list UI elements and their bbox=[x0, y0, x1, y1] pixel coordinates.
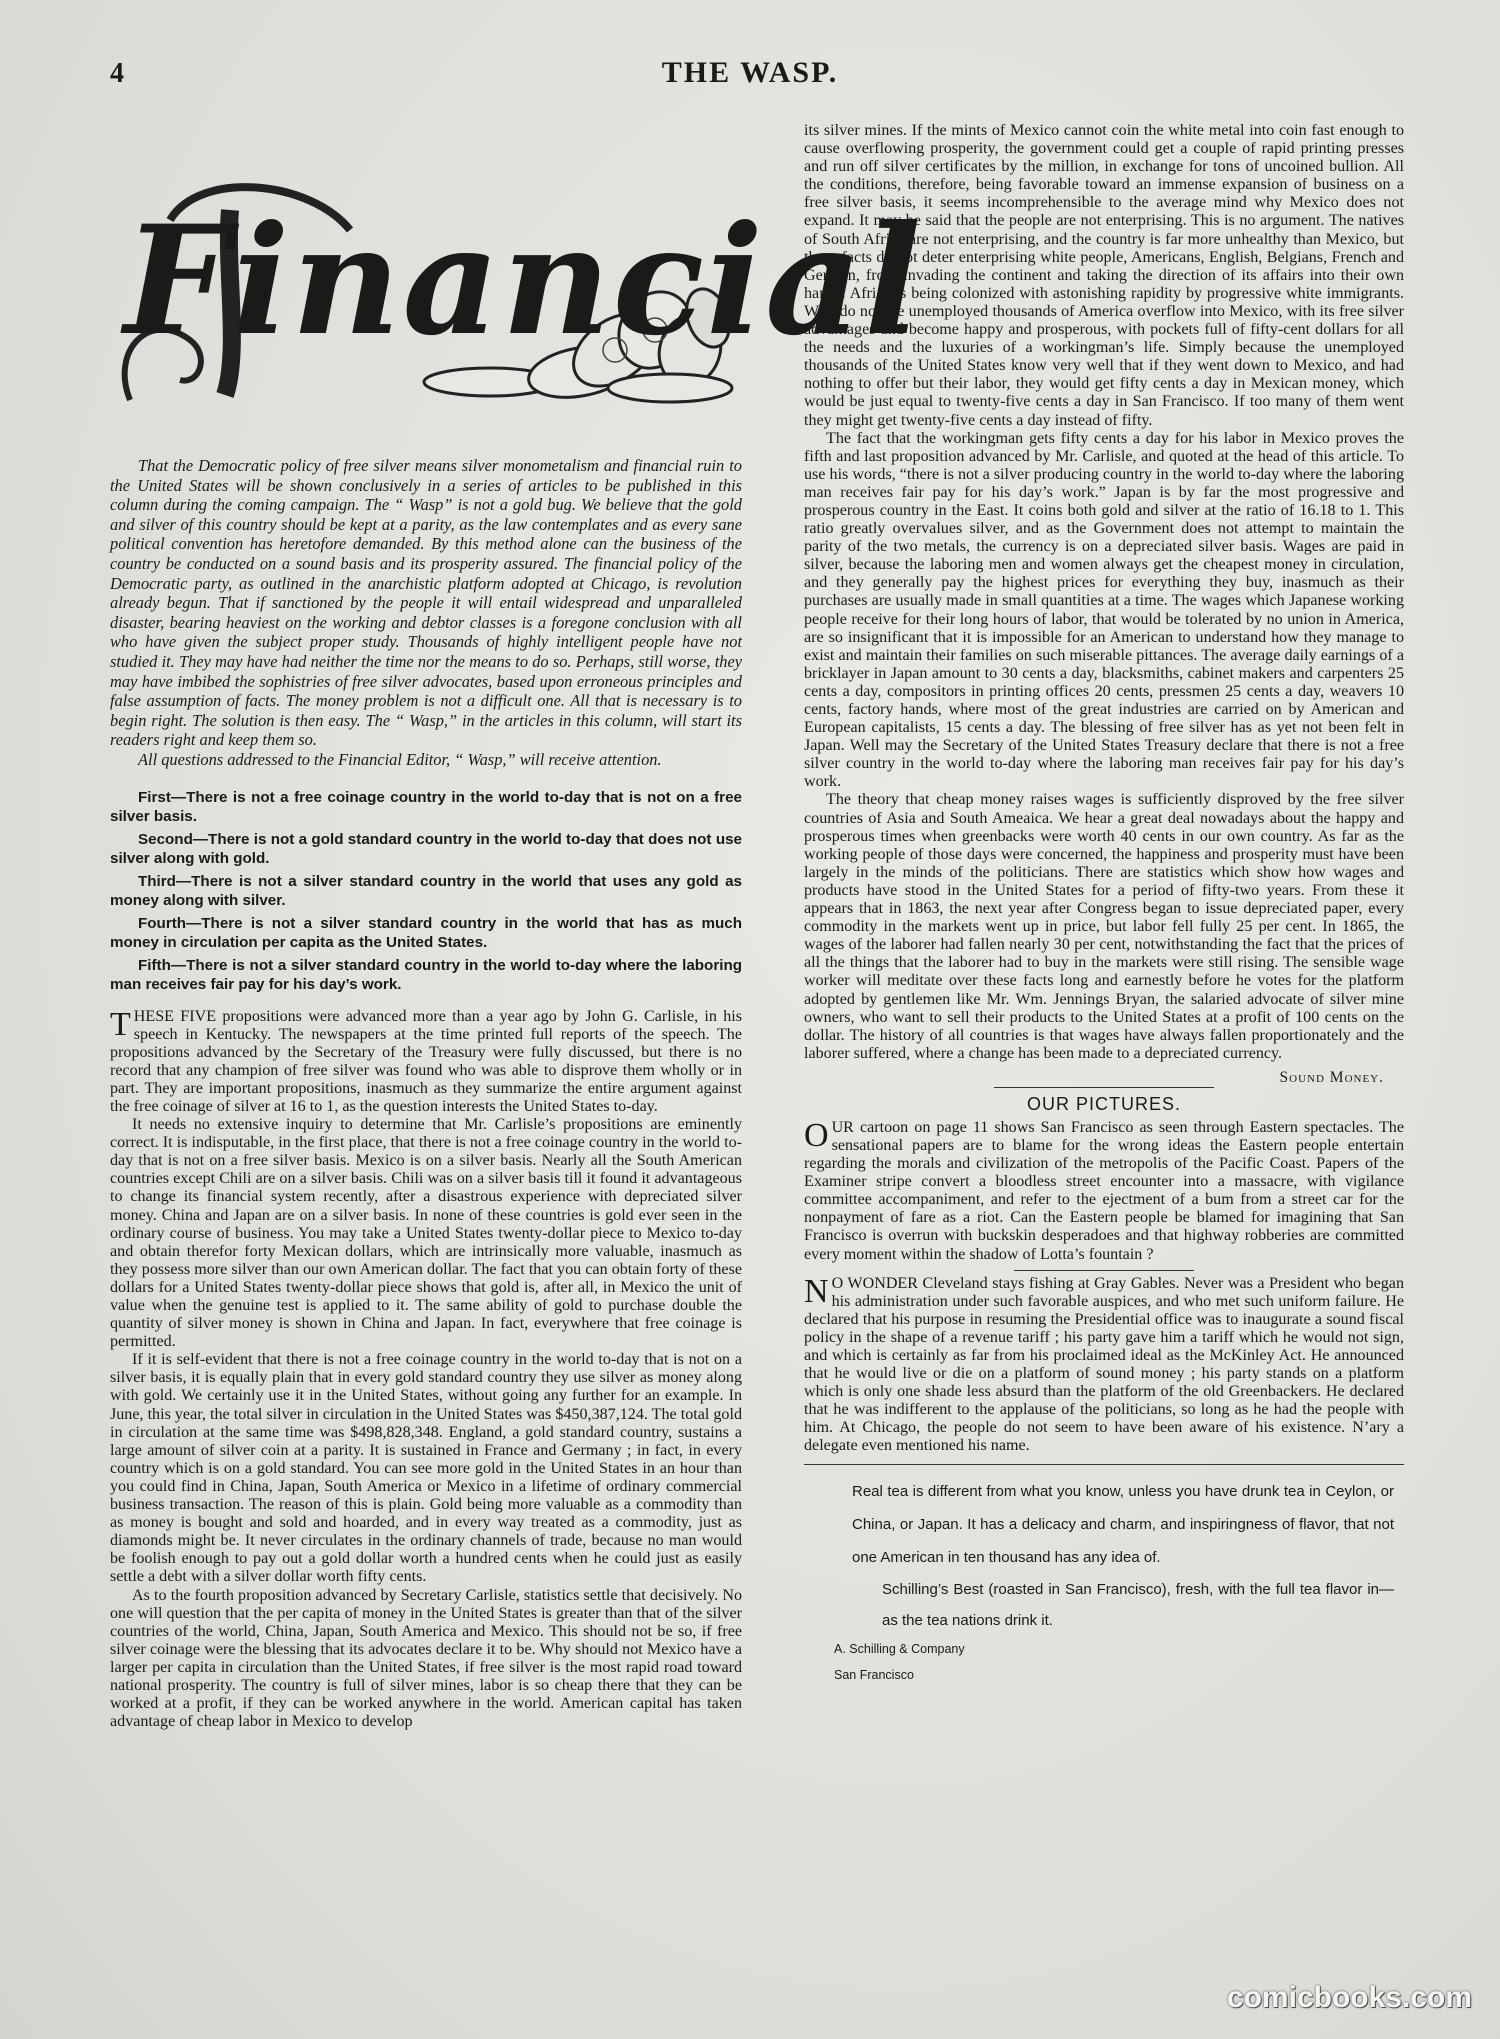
ad-city: San Francisco bbox=[834, 1667, 914, 1682]
tea-advertisement bbox=[804, 1475, 1404, 1688]
propositions-list bbox=[110, 788, 742, 994]
proposition-item: Second—There is not a gold standard country in the world to-day that does not use silver along with gold. bbox=[110, 830, 742, 867]
article-signature: Sound Money. bbox=[1279, 1068, 1384, 1086]
article-paragraph: its silver mines. If the mints of Mexico cannot coin the white metal into coin fast enough to cause overflowing prosperity, the government could get a couple of rapid printing presses and run off silver certificates by the million, in exchange for tons of uncoined bullion. All the conditions, therefore, being favorable toward an immense expansion of business on a free silver basis, it seems incomprehensible to the average mind why Mexico does not expand. It may be said that the people are not enterprising. This is no argument. The natives of South Africa are not enterprising, and the country is far more unhealthy than Mexico, but these facts do not deter enterprising white people, Americans, English, Belgians, French and German, from invading the continent and taking the direction of its affairs into their own hands. Africa is being colonized with astonishing rapidity by progressive white immigrants. Why do not the unemployed thousands of America overflow into Mexico, with its free silver advantages and become happy and prosperous, with pockets full of fifty-cent dollars for all the needs and the luxuries of a workingman’s life. Simply because the unemployed thousands of the United States know very well that if they went down to Mexico, and had nothing to offer but their labor, they would get fifty cents a day in Mexican money, which would be just equal to twenty-five cents a day in San Francisco. If too many of them went they might get twenty-five cents a day instead of fifty. bbox=[804, 122, 1404, 429]
masthead: THE WASP. bbox=[661, 56, 839, 89]
article-paragraph: The theory that cheap money raises wages is sufficiently disproved by the free silver countries of Asia and South Ameaica. We hear a great deal nowadays about the happy and prosperous times when greenbacks were worth 40 cents in our own country. As far as the working people of those days were concerned, the happiness and prosperity must have been largely in the minds of the politicians. There are statistics which show how wages and products have stood in the United States for a period of fifty-two years. From these it appears that in 1863, the next year after Congress began to issue depreciated paper, every commodity in the markets went up in price, but labor fell fully 25 per cent. In 1865, the wages of the laborer had fallen nearly 30 per cent, notwithstanding the fact that the prices of all the things that the laborer had to buy in the markets were still rising. The sensible wage worker will meditate over these facts long and earnestly before he votes for the platform adopted by gentlemen like Mr. Wm. Jennings Bryan, the salaried advocate of silver mine owners, who want to sell their products to the United States at a profit of 100 cents on the dollar. The history of all countries is that wages have always fallen proportionately and the laborer suffered, where a change has been made to a depreciated currency. bbox=[804, 791, 1404, 1062]
intro-paragraph: That the Democratic policy of free silver means silver monometalism and financial ruin to the United States will be shown conclusively in a series of articles to be published in this column during the coming campaign. The “ Wasp” is not a gold bug. We believe that the gold and silver of this country should be kept at a parity, as the law contemplates and as every sane political convention has heretofore demanded. By this method alone can the business of the country be conducted on a sound basis and its prosperity assured. The financial policy of the Democratic party, as outlined in the anarchistic platform adopted at Chicago, is revolution already begun. That if sanctioned by the people it will entail widespread and unparalleled disaster, bearing heaviest on the working and debtor classes is a foregone conclusion with all who have given the subject proper study. Thousands of highly intelligent people have not studied it. They may have had neither the time nor the means to do so. Perhaps, still worse, they may have imbibed the sophistries of free silver advocates, based upon erroneous principles and false assumption of facts. The money problem is not a difficult one. All that is necessary is to begin right. The solution is then easy. The “ Wasp,” in the articles in this column, will start its readers right and keep them so. bbox=[110, 456, 742, 750]
financial-header-illustration bbox=[110, 150, 924, 450]
pictures-paragraph: NO WONDER Cleveland stays fishing at Gray Gables. Never was a President who began his administration under such favorable auspices, and who met such uniform failure. He declared that his purpose in resuming the Presidential office was to inaugurate a sound fiscal policy in the shape of a revenue tariff ; his party gave him a tariff which he would not sign, and which is certainly as far from his proclaimed ideal as the McKinley Act. He announced that he would live or die on a platform of sound money ; his party stands on a platform which is only one shade less absurd than the platform of the old Greenbackers. He declared that he was indifferent to the applause of the politicians, so long as he had the people with him. At Chicago, the people do not seem to have been aware of his existence. N’ary a delegate even mentioned his name. bbox=[804, 1272, 1404, 1455]
ad-body: Real tea is different from what you know, unless you have drunk tea in Ceylon, or China, or Japan. It has a delicacy and charm, and inspiringness of flavor, that not one American in ten thousand has any idea of. bbox=[852, 1482, 1394, 1566]
article-paragraph: If it is self-evident that there is not a free coinage country in the world to-day that is not on a silver basis, it is equally plain that in every gold standard country they use silver as money along with gold. We certainly use it in the United States, without going any further for an example. In June, this year, the total silver in circulation in the United States was $450,387,124. The total gold in circulation at the same time was $498,828,348. England, a gold standard country, sustains a large amount of silver coin at a parity. It is sustained in France and Germany ; in fact, in every country which is on a gold standard. You can see more gold in the United States in an hour than you could find in China, Japan, South America or Mexico in a lifetime of ordinary commercial business transaction. The reason of this is plain. Gold being more valuable as a commodity than as money is bought and sold and hoarded, and in every way treated as a commodity, just as diamonds might be. It never circulates in the ordinary channels of trade, because no man would be foolish enough to pay out a gold dollar worth a hundred cents when he could just as easily settle a debt with a silver dollar worth fifty cents. bbox=[110, 1351, 742, 1586]
intro-note: All questions addressed to the Financial Editor, “ Wasp,” will receive attention. bbox=[138, 749, 662, 769]
divider bbox=[994, 1087, 1214, 1088]
article-paragraph: It needs no extensive inquiry to determine that Mr. Carlisle’s propositions are eminently correct. It is indisputable, in the first place, that there is not a free coinage country in the world to-day that is not on a free silver basis. Mexico is on a silver basis. Nearly all the South American countries except Chili are on a silver basis. Chili was on a silver basis till it found it advantageous to change its financial system recently, after a disastrous experience with depreciated silver money. China and Japan are on a silver basis. In none of these countries is gold ever seen in the ordinary course of business. You may take a United States twenty-dollar piece to Mexico to-day and obtain therefor forty Mexican dollars, which are intrinsically more valuable, inasmuch as they possess more silver than our own American dollar. The fact that you can obtain forty of these dollars for a United States twenty-dollar piece shows that gold is, after all, in Mexico the unit of value when the genuine test is applied to it. The same ability of gold to purchase double the quantity of silver money is shown in China and Japan. In fact, everywhere that free coinage is permitted. bbox=[110, 1116, 742, 1351]
divider bbox=[804, 1464, 1404, 1465]
right-column bbox=[804, 122, 1404, 1688]
article-paragraph: The fact that the workingman gets fifty cents a day for his labor in Mexico proves the fifth and last proposition advanced by Mr. Carlisle, and quoted at the head of this article. To use his words, “there is not a silver producing country in the world to-day where the laboring man receives fair pay for his day’s work.” Japan is by far the most progressive and prosperous country in the East. It coins both gold and silver at the ratio of 16.18 to 1. This ratio greatly overvalues silver, and as the Government does not attempt to maintain the parity of the two metals, the currency is on a depreciated silver basis. Wages are paid in silver, because the laboring men and women always get the cheapest money in circulation, and they generally pay the highest prices for everything they buy, inasmuch as their purchases are usually made in small quantities at a time. The wages which Japanese working people receive for their long hours of labor, that would be tolerated by no union in America, are so insignificant that it is impossible for an American to understand how they manage to exist and maintain their families on such miserable pittances. The average daily earnings of a bricklayer in Japan amount to 30 cents a day, blacksmiths, cabinet makers and carpenters 25 cents a day, compositors in printing offices 20 cents, pressmen 25 cents a day, weavers 10 cents, factory hands, where most of the great industries are carried on by American and European capitalists, 15 cents a day. The blessing of free silver has as yet not been felt in Japan. Well may the Secretary of the United States Treasury declare that there is not a free silver country in the world to-day where the laboring man receives fair pay for his day’s work. bbox=[804, 429, 1404, 791]
article-paragraph: As to the fourth proposition advanced by Secretary Carlisle, statistics settle that decisively. No one will question that the per capita of money in the United States is greater than that of the silver countries of the world, China, Japan, South America and Mexico. This should not be so, if free silver coinage were the blessing that its advocates declare it to be. Why should not Mexico have a larger per capita in circulation than the United States, if free silver is the most rapid road toward national prosperity. The country is full of silver mines, labor is so cheap there that they can be worked at a profit, if they can be worked anywhere in the world. American capital has taken advantage of cheap labor in Mexico to develop bbox=[110, 1586, 742, 1731]
pictures-paragraph: OUR cartoon on page 11 shows San Francisco as seen through Eastern spectacles. The sensational papers are to blame for the wrong ideas the Eastern people entertain regarding the morals and civilization of the metropolis of the Pacific Coast. Papers of the Examiner stripe convert a bloodless street encounter into a massacre, with vigilance committee accompaniment, and refer to the ejectment of a bum from a street car for the nonpayment of fare as a riot. Can the Eastern people be blamed for imagining that San Francisco is overrun with buckskin desperadoes and that highway robberies are committed every moment within the shadow of Lotta’s fountain ? bbox=[804, 1116, 1404, 1263]
ad-company: A. Schilling & Company bbox=[834, 1641, 965, 1656]
proposition-item: Third—There is not a silver standard country in the world that uses any gold as money along with silver. bbox=[110, 872, 742, 909]
proposition-item: Fifth—There is not a silver standard country in the world to-day where the laboring man receives fair pay for his day’s work. bbox=[110, 956, 742, 993]
ad-slogan: Schilling’s Best (roasted in San Francisco), fresh, with the full tea flavor in—as the tea nations drink it. bbox=[882, 1580, 1394, 1629]
section-title-our-pictures: OUR PICTURES. bbox=[1026, 1093, 1181, 1114]
proposition-item: Fourth—There is not a silver standard country in the world that has as much money in circulation per capita as the United States. bbox=[110, 914, 742, 951]
watermark: comicbooks.com bbox=[1226, 1981, 1472, 2014]
header-title: Financial bbox=[124, 193, 924, 369]
page-number: 4 bbox=[110, 58, 124, 89]
proposition-item: First—There is not a free coinage country in the world to-day that is not on a free silver basis. bbox=[110, 788, 742, 825]
divider bbox=[1014, 1270, 1194, 1271]
article-paragraph: THESE FIVE propositions were advanced more than a year ago by John G. Carlisle, in his speech in Kentucky. The newspapers at the time printed full reports of the speech. The propositions advanced by the Secretary of the Treasury were fully discussed, but there is no record that any champion of free silver was found who was able to disprove them wholly or in part. They are important propositions, inasmuch as they summarize the entire argument against the free coinage of silver at 16 to 1, as the question interests the United States to-day. bbox=[110, 1005, 742, 1115]
